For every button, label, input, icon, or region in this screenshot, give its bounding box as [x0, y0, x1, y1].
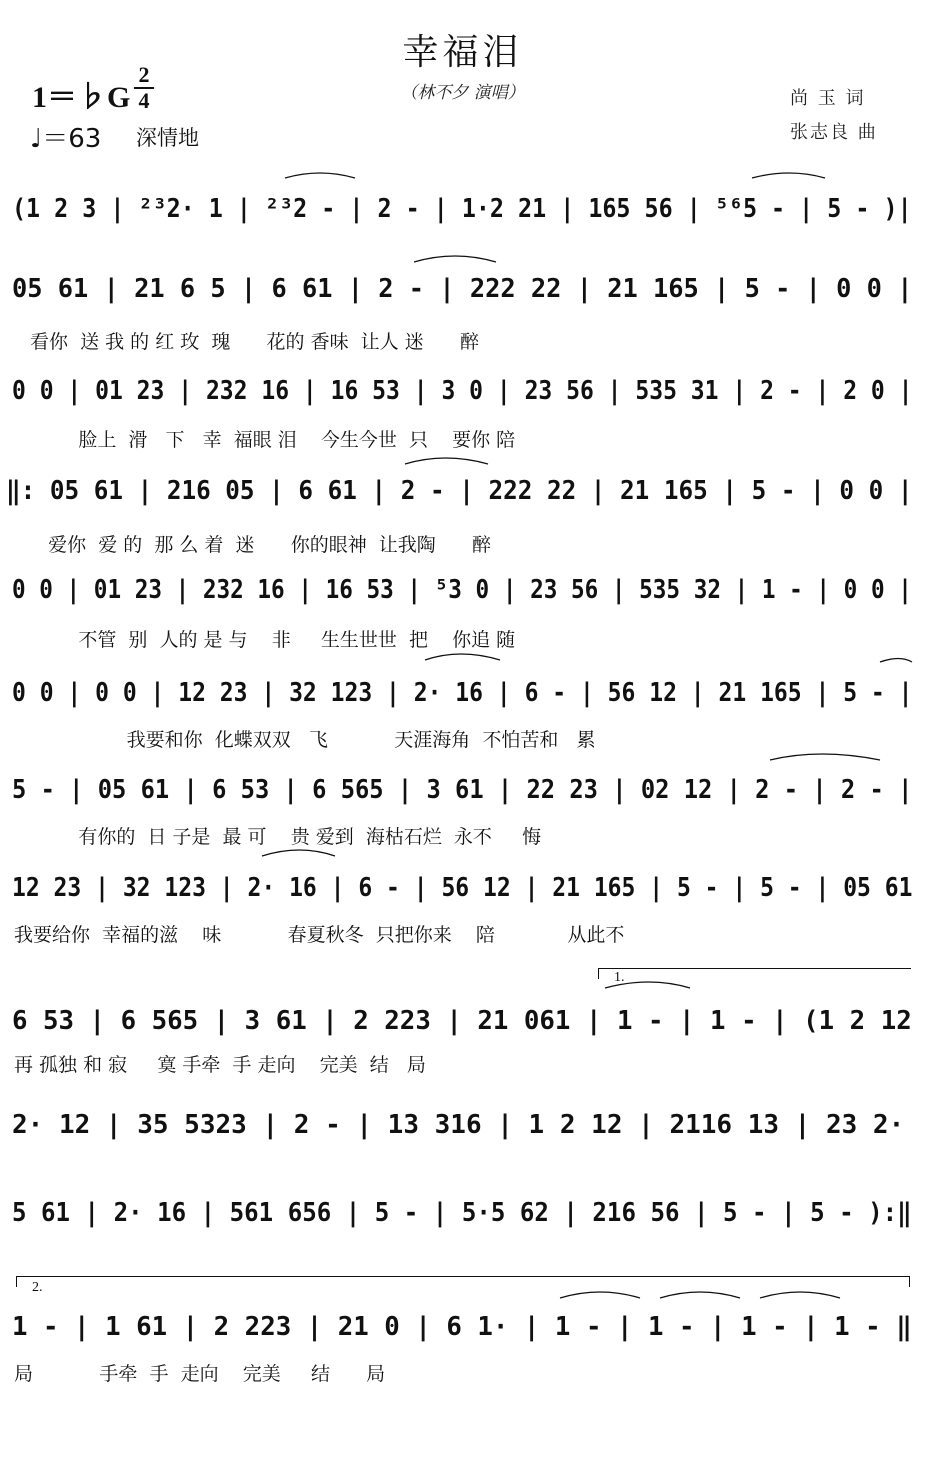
- score-line-4-lyrics: 爱你 爱 的 那 么 着 迷 你的眼神 让我陶 醉: [30, 534, 492, 556]
- slur-arc: [262, 850, 335, 856]
- score-line-8-lyrics: 我要给你 幸福的滋 味 春夏秋冬 只把你来 陪 从此不: [14, 924, 625, 946]
- score-line-10-notes: 2· 12 | 35 5323 | 2 - | 13 316 | 1 2 12 | 2116 13 | 23 2·: [12, 1110, 905, 1140]
- score-line-5-lyrics: 不管 别 人的 是 与 非 生生世世 把 你追 随: [30, 629, 516, 651]
- time-denominator: 4: [138, 88, 150, 113]
- score-line-12-notes: 1 - | 1 61 | 2 223 | 21 0 | 6 1· | 1 - | 1 - | 1 - | 1 - ‖: [12, 1312, 912, 1342]
- score-line-3-notes: 0 0 | 01 23 | 232 16 | 16 53 | 3 0 | 23 56 | 535 31 | 2 - | 2 0 |: [12, 376, 913, 406]
- tempo-marking: ♩＝63: [30, 124, 102, 154]
- time-numerator: 2: [138, 62, 150, 87]
- slur-arc: [660, 1292, 740, 1298]
- slur-arc: [605, 982, 690, 988]
- slur-arc: [752, 173, 825, 178]
- score-line-2-notes: 05 61 | 21 6 5 | 6 61 | 2 - | 222 22 | 21 165 | 5 - | 0 0 |: [12, 274, 913, 304]
- score-line-5-notes: 0 0 | 01 23 | 232 16 | 16 53 | ⁵3 0 | 23 56 | 535 32 | 1 - | 0 0 |: [12, 575, 912, 605]
- score-line-9-lyrics: 再 孤独 和 寂 寞 手牵 手 走向 完美 结 局: [14, 1054, 426, 1076]
- slur-arc: [405, 458, 488, 464]
- score-line-6-lyrics: 我要和你 化蝶双双 飞 天涯海角 不怕苦和 累: [30, 729, 596, 751]
- score-line-11-notes: 5 61 | 2· 16 | 561 656 | 5 - | 5·5 62 | 216 56 | 5 - | 5 - ):‖: [12, 1198, 912, 1228]
- song-title: 幸福泪: [402, 32, 523, 73]
- slur-arc: [760, 1292, 840, 1298]
- score-line-7-notes: 5 - | 05 61 | 6 53 | 6 565 | 3 61 | 22 23 | 02 12 | 2 - | 2 - |: [12, 775, 913, 805]
- score-line-12-lyrics: 局 手牵 手 走向 完美 结 局: [14, 1363, 386, 1385]
- volta-2-label: 2.: [32, 1280, 43, 1295]
- volta-1-label: 1.: [614, 970, 625, 985]
- slur-arc: [414, 256, 496, 262]
- slur-arc: [285, 173, 355, 178]
- composer-credit: 张志良 曲: [790, 122, 878, 143]
- singer-credit: （林不夕 演唱）: [400, 83, 525, 103]
- expression-marking: 深情地: [136, 126, 199, 150]
- key-signature: 1＝♭G: [32, 81, 131, 114]
- score-line-1-notes: (1 2 3 | ²³2· 1 | ²³2 - | 2 - | 1·2 21 | 165 56 | ⁵⁶5 - | 5 - )|: [12, 194, 912, 224]
- slur-arc: [425, 654, 500, 660]
- score-line-6-notes: 0 0 | 0 0 | 12 23 | 32 123 | 2· 16 | 6 - | 56 12 | 21 165 | 5 - |: [12, 678, 913, 708]
- score-line-8-notes: 12 23 | 32 123 | 2· 16 | 6 - | 56 12 | 21 165 | 5 - | 5 - | 05 61: [12, 873, 913, 903]
- score-line-7-lyrics: 有你的 日 子是 最 可 贵 爱到 海枯石烂 永不 悔: [30, 826, 542, 848]
- slur-arc: [770, 754, 880, 760]
- score-line-2-lyrics: 看你 送 我 的 红 玫 瑰 花的 香味 让人 迷 醉: [30, 331, 479, 353]
- score-line-4-notes: ‖: 05 61 | 216 05 | 6 61 | 2 - | 222 22 | 21 165 | 5 - | 0 0 |: [6, 476, 913, 506]
- slur-arc: [560, 1292, 640, 1298]
- score-line-9-notes: 6 53 | 6 565 | 3 61 | 2 223 | 21 061 | 1 - | 1 - | (1 2 12: [12, 1006, 912, 1036]
- lyricist-credit: 尚 玉 词: [790, 88, 866, 109]
- slur-arc: [880, 659, 912, 663]
- score-line-3-lyrics: 脸上 滑 下 幸 福眼 泪 今生今世 只 要你 陪: [30, 429, 516, 451]
